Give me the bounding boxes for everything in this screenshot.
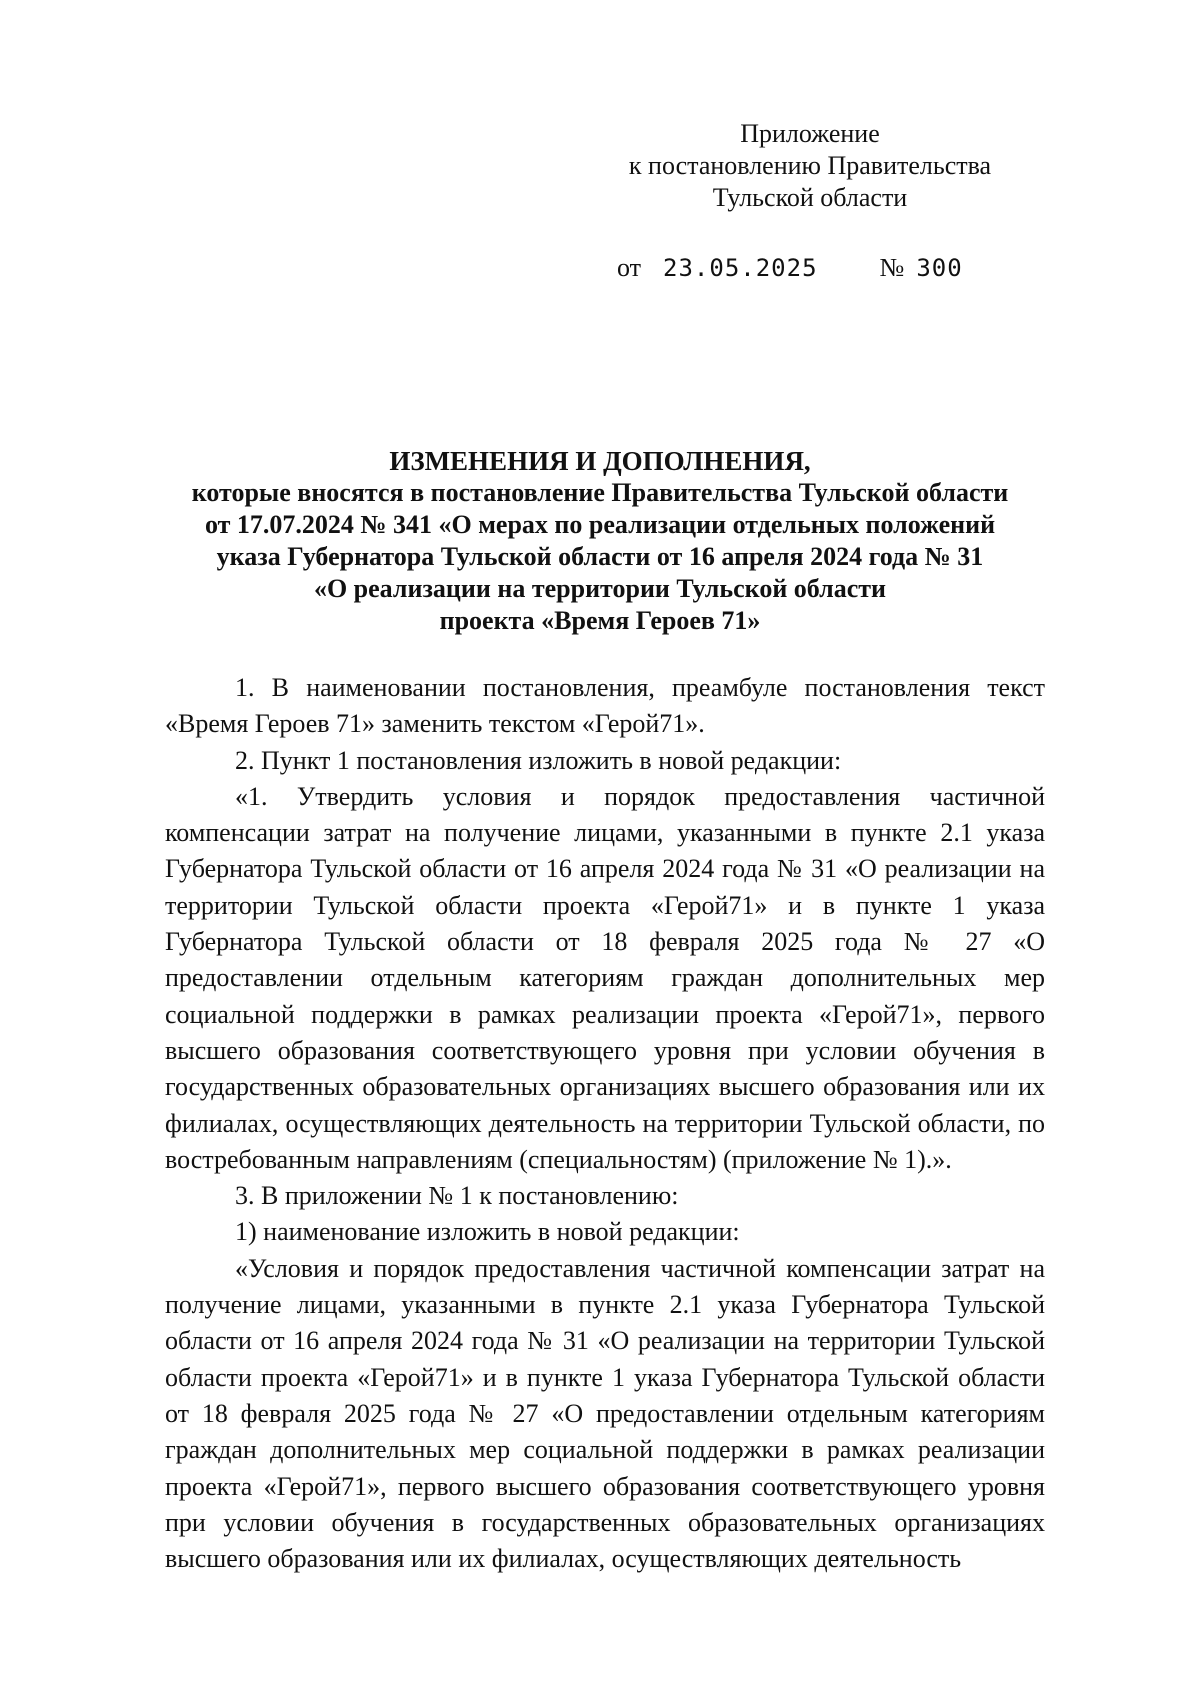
registration-number: 300 [916, 254, 963, 282]
title-line-5: проекта «Время Героев 71» [439, 606, 761, 635]
title-line-1: которые вносятся в постановление Правительства Тульской области [191, 478, 1009, 507]
number-label: № [879, 253, 905, 282]
paragraph-1: 1. В наименовании постановления, преамбуле постановления текст «Время Героев 71» заменить текстом «Герой71». [165, 673, 1045, 739]
document-body [165, 670, 1045, 1577]
document-title [140, 445, 1060, 637]
title-line-4: «О реализации на территории Тульской области [313, 574, 887, 603]
registration-date: 23.05.2025 [663, 254, 818, 282]
approval-line-1: Приложение [740, 119, 880, 148]
title-heading: ИЗМЕНЕНИЯ И ДОПОЛНЕНИЯ, [389, 446, 811, 476]
approval-block [580, 118, 1040, 214]
paragraph-3-quote: «Условия и порядок предоставления частичной компенсации затрат на получение лицами, указанными в пункте 2.1 указа Губернатора Тульской области от 16 апреля 2024 года № 31 «О реализации на территории Тульской области проекта «Герой71» и в пункте 1 указа Губернатора Тульской области от 18 февраля 2025 года № 27 «О предоставлении отдельным категориям граждан дополнительных мер социальной поддержки в рамках реализации проекта «Герой71», первого высшего образования соответствующего уровня при условии обучения в государственных образовательных организациях высшего образования или их филиалах, осуществляющих деятельность [165, 1253, 1045, 1574]
approval-line-3: Тульской области [712, 183, 908, 212]
paragraph-3-item-1: 1) наименование изложить в новой редакции: [235, 1217, 740, 1247]
paragraph-3: 3. В приложении № 1 к постановлению: [235, 1181, 679, 1211]
title-line-2: от 17.07.2024 № 341 «О мерах по реализации отдельных положений [204, 510, 996, 539]
registration-line [617, 252, 963, 284]
paragraph-2-quote: «1. Утвердить условия и порядок предоставления частичной компенсации затрат на получение лицами, указанными в пункте 2.1 указа Губернатора Тульской области от 16 апреля 2024 года № 31 «О реализации на территории Тульской области проекта «Герой71» и в пункте 1 указа Губернатора Тульской области от 18 февраля 2025 года № 27 «О предоставлении отдельным категориям граждан дополнительных мер социальной поддержки в рамках реализации проекта «Герой71», первого высшего образования соответствующего уровня при условии обучения в государственных образовательных организациях высшего образования или их филиалах, осуществляющих деятельность на территории Тульской области, по востребованным направлениям (специальностям) (приложение № 1).». [165, 781, 1045, 1174]
date-label: от [617, 253, 642, 282]
paragraph-2: 2. Пункт 1 постановления изложить в новой редакции: [235, 745, 842, 775]
title-line-3: указа Губернатора Тульской области от 16 апреля 2024 года № 31 [216, 542, 984, 571]
approval-line-2: к постановлению Правительства [628, 151, 992, 180]
